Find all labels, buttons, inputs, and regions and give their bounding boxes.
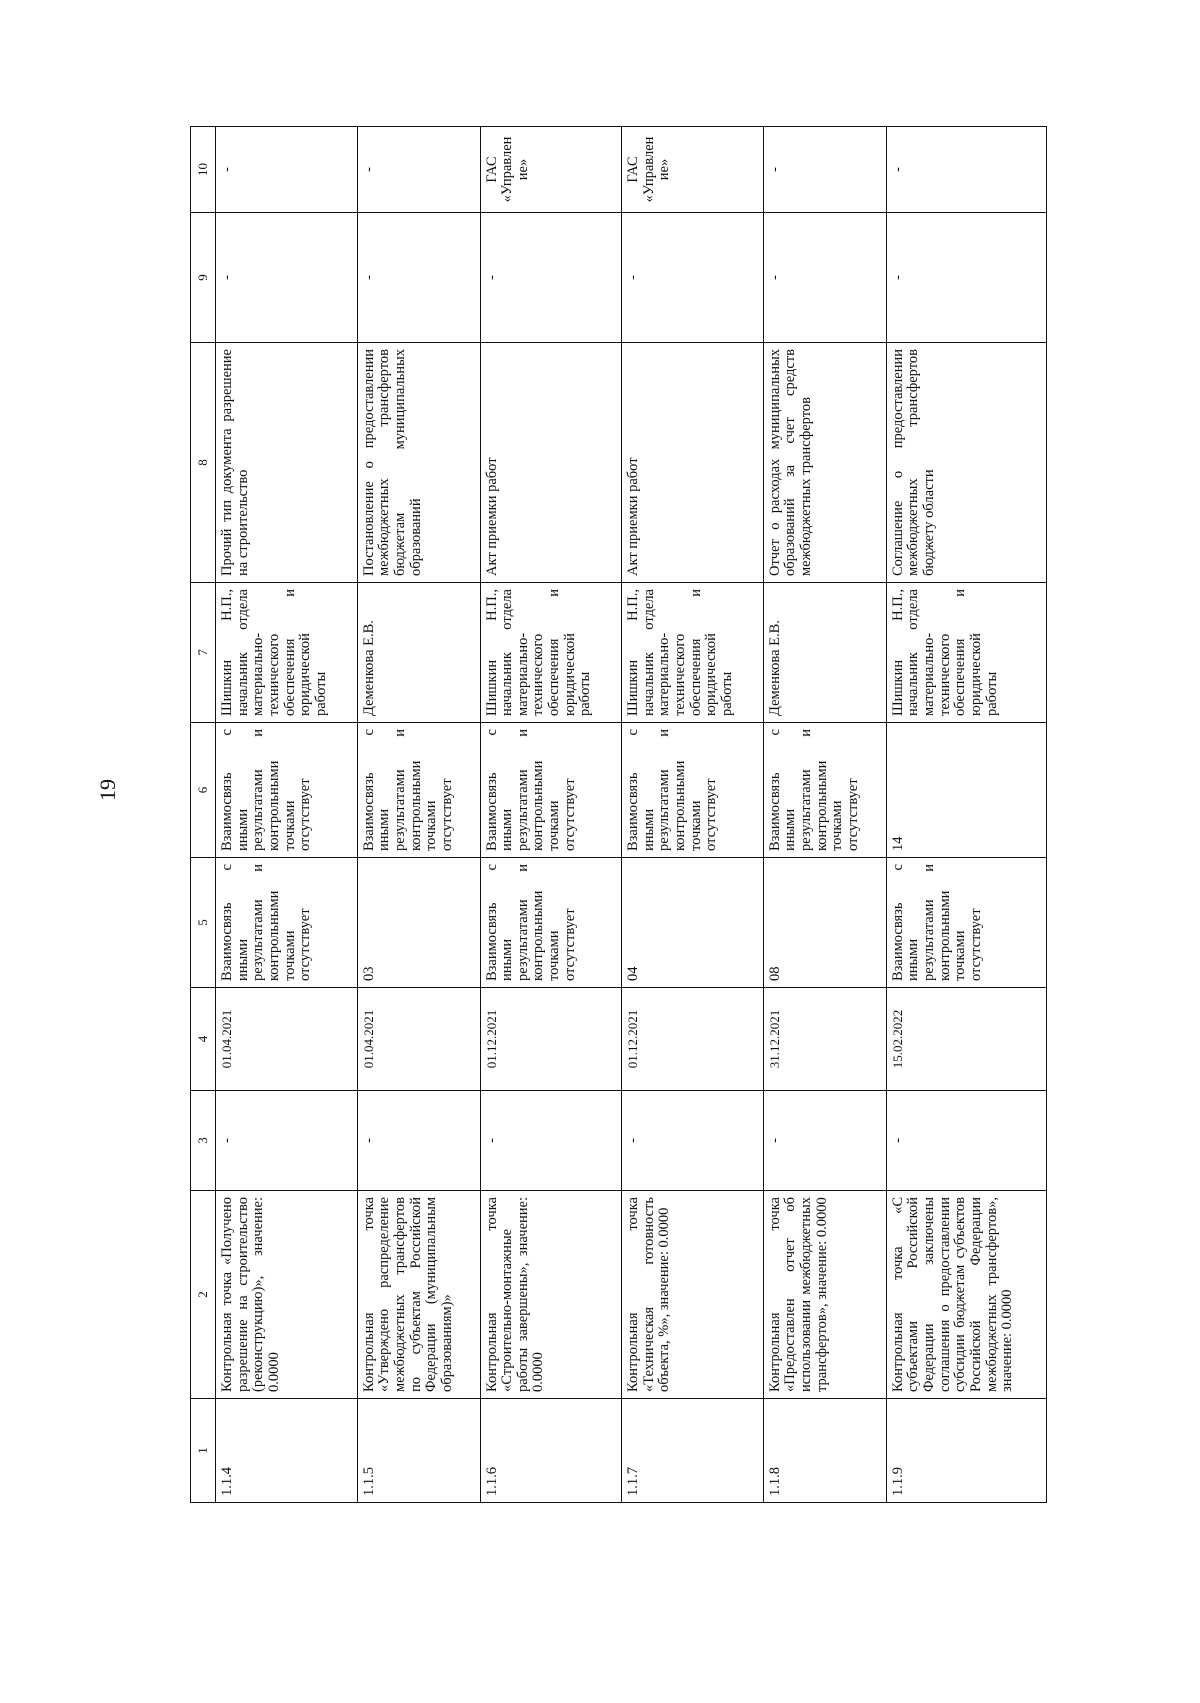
cell-col5: Взаимосвязь с иными результатами и контрольными точками отсутствует bbox=[480, 858, 622, 988]
column-header: 6 bbox=[191, 723, 216, 858]
table-row bbox=[886, 127, 1046, 1503]
cell-col5: Взаимосвязь с иными результатами и контрольными точками отсутствует bbox=[886, 858, 1046, 988]
table-row bbox=[763, 127, 886, 1503]
cell-col3: - bbox=[886, 1091, 1046, 1191]
row-number-cell: 1.1.7 bbox=[622, 1399, 764, 1503]
document-cell: Соглашение о предоставлении межбюджетных трансфертов бюджету области bbox=[886, 343, 1046, 583]
document-cell: Прочий тип документа разрешение на строительство bbox=[216, 343, 358, 583]
column-header: 7 bbox=[191, 583, 216, 723]
cell-col3: - bbox=[357, 1091, 480, 1191]
responsible-cell: Шишкин Н.П., начальник отдела материально-технического обеспечения и юридической работы bbox=[886, 583, 1046, 723]
cell-col10: ГАС «Управление» bbox=[622, 127, 764, 213]
cell-col10: - bbox=[763, 127, 886, 213]
control-point-cell: Контрольная точка «Техническая готовность объекта, %», значение: 0.0000 bbox=[622, 1191, 764, 1399]
cell-col5: 04 bbox=[622, 858, 764, 988]
date-cell: 15.02.2022 bbox=[886, 988, 1046, 1091]
responsible-cell: Шишкин Н.П., начальник отдела материально-технического обеспечения и юридической работы bbox=[216, 583, 358, 723]
cell-col10: - bbox=[357, 127, 480, 213]
column-header: 1 bbox=[191, 1399, 216, 1503]
control-point-cell: Контрольная точка «Строительно-монтажные работы завершены», значение: 0.0000 bbox=[480, 1191, 622, 1399]
cell-col6: Взаимосвязь с иными результатами и контрольными точками отсутствует bbox=[216, 723, 358, 858]
row-number-cell: 1.1.4 bbox=[216, 1399, 358, 1503]
cell-col3: - bbox=[216, 1091, 358, 1191]
row-number-cell: 1.1.6 bbox=[480, 1399, 622, 1503]
row-number-cell: 1.1.5 bbox=[357, 1399, 480, 1503]
date-cell: 01.12.2021 bbox=[622, 988, 764, 1091]
responsible-cell: Деменкова Е.В. bbox=[763, 583, 886, 723]
date-cell: 31.12.2021 bbox=[763, 988, 886, 1091]
row-number-cell: 1.1.8 bbox=[763, 1399, 886, 1503]
column-header: 3 bbox=[191, 1091, 216, 1191]
control-point-cell: Контрольная точка «Предоставлен отчет об использовании межбюджетных трансфертов», значение: 0.0000 bbox=[763, 1191, 886, 1399]
table-row bbox=[216, 127, 358, 1503]
column-header: 8 bbox=[191, 343, 216, 583]
cell-col3: - bbox=[763, 1091, 886, 1191]
responsible-cell: Шишкин Н.П., начальник отдела материально-технического обеспечения и юридической работы bbox=[480, 583, 622, 723]
date-cell: 01.12.2021 bbox=[480, 988, 622, 1091]
header-row bbox=[191, 127, 216, 1503]
document-cell: Постановление о предоставлении межбюджетных трансфертов бюджетам муниципальных образований bbox=[357, 343, 480, 583]
table-row bbox=[622, 127, 764, 1503]
document-cell: Отчет о расходах муниципальных образований за счет средств межбюджетных трансфертов bbox=[763, 343, 886, 583]
table-container bbox=[190, 127, 1047, 1503]
responsible-cell: Деменкова Е.В. bbox=[357, 583, 480, 723]
control-point-cell: Контрольная точка «С субъектами Российской Федерации заключены соглашения о предоставлении субсидии бюджетам субъектов Российской Федерации межбюджетных трансфертов», значение: 0.0000 bbox=[886, 1191, 1046, 1399]
date-cell: 01.04.2021 bbox=[357, 988, 480, 1091]
page-number: 19 bbox=[95, 779, 120, 801]
column-header: 5 bbox=[191, 858, 216, 988]
cell-col9: - bbox=[357, 213, 480, 343]
cell-col6: Взаимосвязь с иными результатами и контрольными точками отсутствует bbox=[622, 723, 764, 858]
cell-col5: Взаимосвязь с иными результатами и контрольными точками отсутствует bbox=[216, 858, 358, 988]
responsible-cell: Шишкин Н.П., начальник отдела материально-технического обеспечения и юридической работы bbox=[622, 583, 764, 723]
cell-col9: - bbox=[622, 213, 764, 343]
column-header: 10 bbox=[191, 127, 216, 213]
cell-col6: Взаимосвязь с иными результатами и контрольными точками отсутствует bbox=[763, 723, 886, 858]
date-cell: 01.04.2021 bbox=[216, 988, 358, 1091]
cell-col9: - bbox=[763, 213, 886, 343]
cell-col9: - bbox=[886, 213, 1046, 343]
column-header: 2 bbox=[191, 1191, 216, 1399]
column-header: 4 bbox=[191, 988, 216, 1091]
row-number-cell: 1.1.9 bbox=[886, 1399, 1046, 1503]
cell-col10: - bbox=[886, 127, 1046, 213]
cell-col5: 08 bbox=[763, 858, 886, 988]
cell-col5: 03 bbox=[357, 858, 480, 988]
cell-col6: Взаимосвязь с иными результатами и контрольными точками отсутствует bbox=[480, 723, 622, 858]
column-header: 9 bbox=[191, 213, 216, 343]
cell-col10: ГАС «Управление» bbox=[480, 127, 622, 213]
rotated-table-frame bbox=[190, 127, 1047, 1503]
control-point-cell: Контрольная точка «Утверждено распределение межбюджетных трансфертов по субъектам Российской Федерации (муниципальным образованиям)» bbox=[357, 1191, 480, 1399]
cell-col10: - bbox=[216, 127, 358, 213]
table-row bbox=[357, 127, 480, 1503]
control-points-table bbox=[190, 126, 1047, 1503]
document-cell: Акт приемки работ bbox=[622, 343, 764, 583]
cell-col3: - bbox=[622, 1091, 764, 1191]
document-cell: Акт приемки работ bbox=[480, 343, 622, 583]
table-row bbox=[480, 127, 622, 1503]
control-point-cell: Контрольная точка «Получено разрешение на строительство (реконструкцию)», значение: 0.0000 bbox=[216, 1191, 358, 1399]
cell-col6: 14 bbox=[886, 723, 1046, 858]
cell-col3: - bbox=[480, 1091, 622, 1191]
cell-col9: - bbox=[480, 213, 622, 343]
cell-col9: - bbox=[216, 213, 358, 343]
cell-col6: Взаимосвязь с иными результатами и контрольными точками отсутствует bbox=[357, 723, 480, 858]
